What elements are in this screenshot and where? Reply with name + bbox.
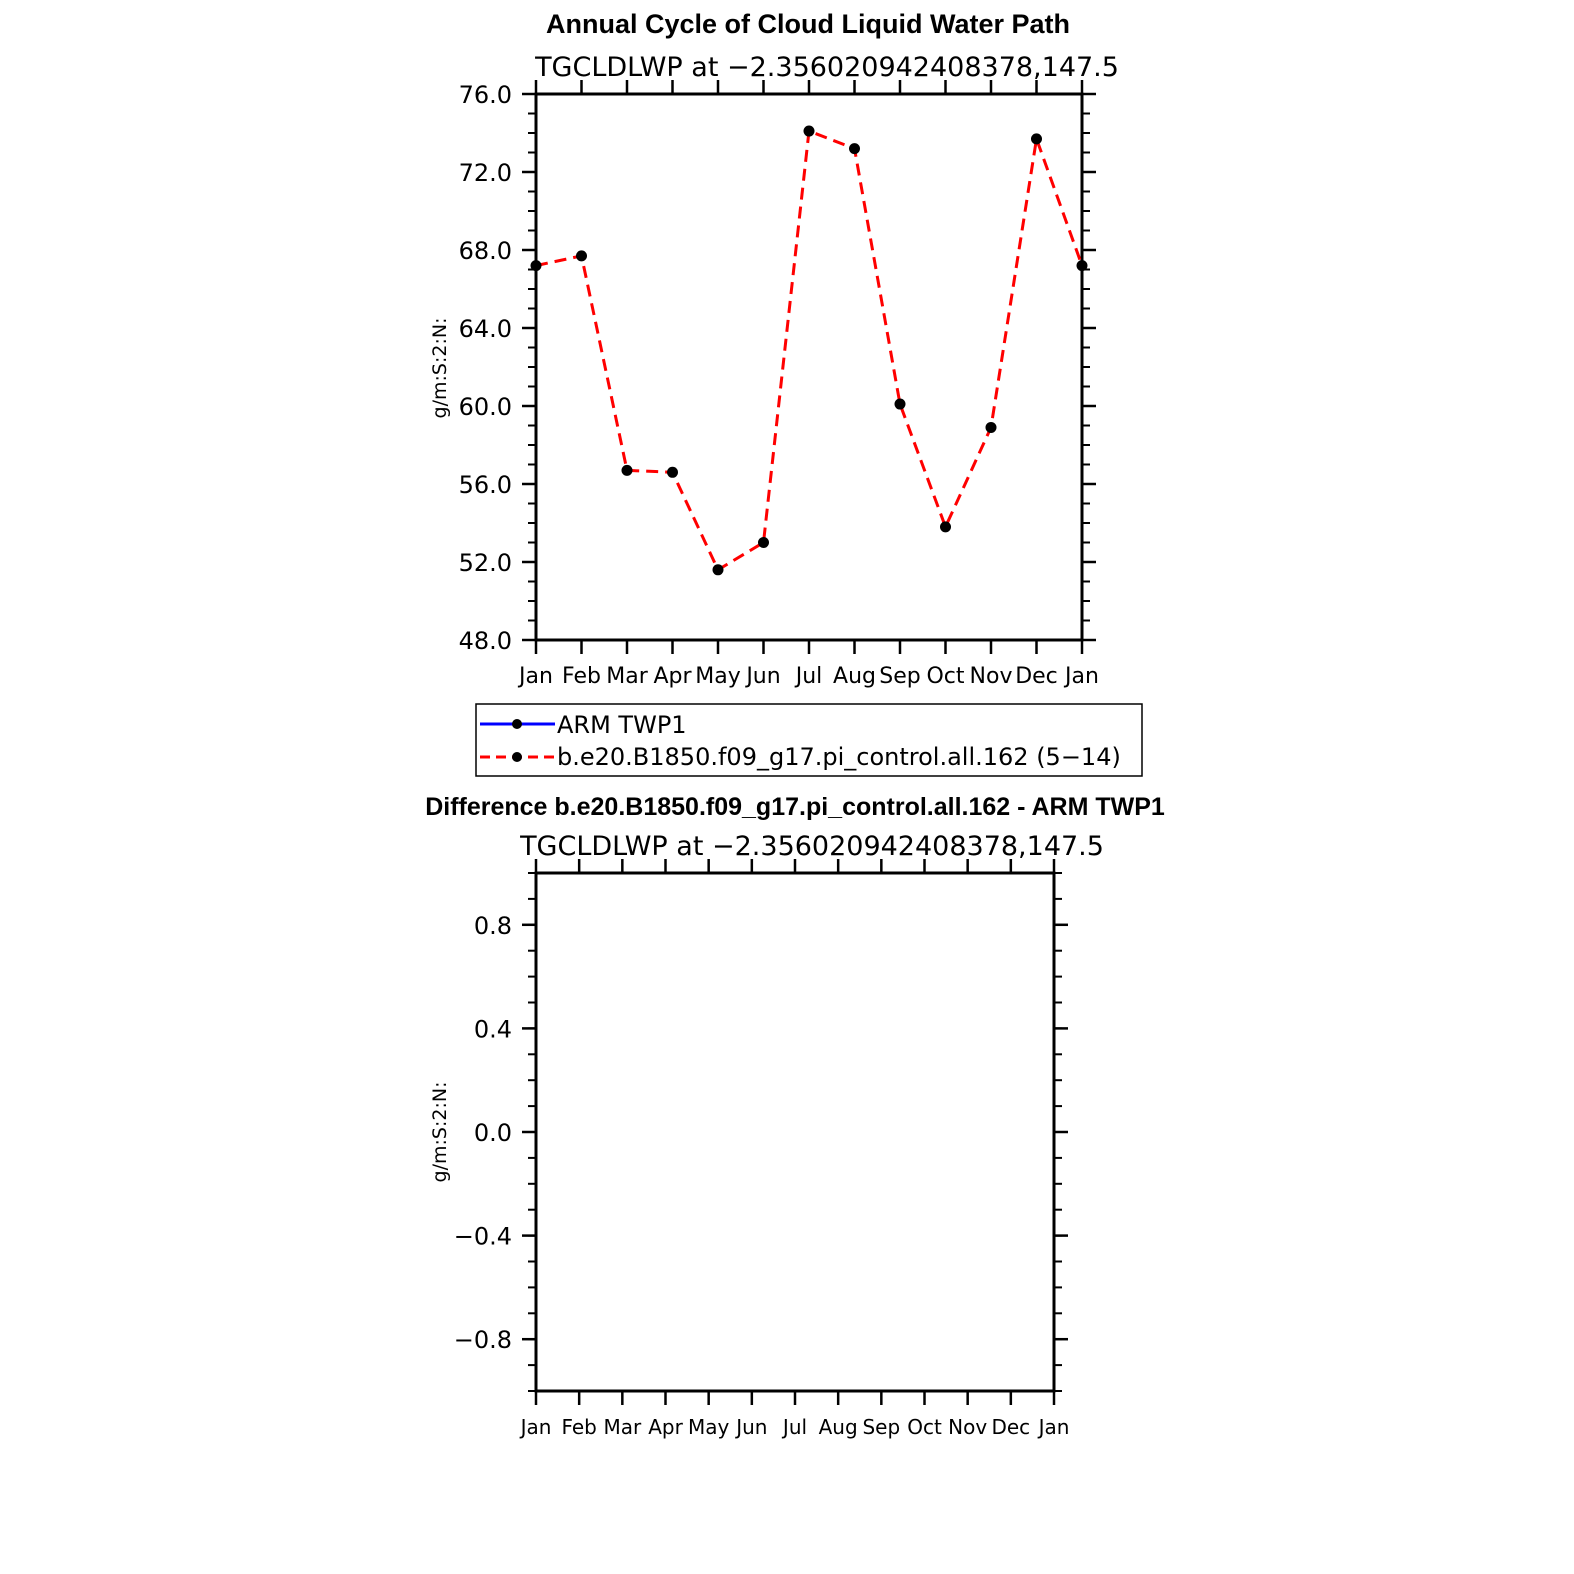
- x-tick-label: Feb: [562, 664, 601, 689]
- x-tick-label: Nov: [969, 664, 1013, 689]
- x-tick-label: Dec: [991, 1415, 1031, 1439]
- y-tick-label: 60.0: [458, 393, 512, 421]
- chart-2-title: Difference b.e20.B1850.f09_g17.pi_control.all.162 - ARM TWP1: [425, 793, 1165, 821]
- chart-1-plot-frame: [536, 94, 1082, 640]
- x-tick-label: Nov: [948, 1415, 988, 1439]
- data-point: [986, 422, 997, 433]
- x-tick-label: Jun: [736, 1415, 768, 1439]
- x-tick-label: Sep: [879, 664, 921, 689]
- legend-marker-model: [512, 752, 522, 762]
- chart-1-axes: [459, 80, 1099, 689]
- x-tick-label: Aug: [833, 664, 876, 689]
- y-tick-label: 52.0: [458, 549, 512, 577]
- data-point: [804, 126, 815, 137]
- chart-1-y-axis-label: g/m:S:2:N:: [429, 317, 451, 419]
- chart-2-subtitle: TGCLDLWP at −2.356020942408378,147.5: [520, 831, 1104, 862]
- chart-2-axes: [454, 859, 1070, 1439]
- y-tick-label: 72.0: [458, 159, 512, 187]
- y-tick-label: 0.8: [473, 911, 512, 940]
- y-tick-label: 68.0: [458, 237, 512, 265]
- chart-1-marks: [531, 126, 1088, 576]
- series-line-1: [536, 131, 1082, 570]
- data-point: [940, 521, 951, 532]
- y-tick-label: −0.4: [453, 1222, 512, 1251]
- x-tick-label: Mar: [606, 664, 648, 689]
- y-tick-label: 0.0: [473, 1119, 512, 1147]
- x-tick-label: Aug: [818, 1415, 858, 1439]
- y-tick-label: 64.0: [458, 315, 512, 343]
- data-point: [895, 399, 906, 410]
- x-tick-label: Jan: [1038, 1415, 1070, 1439]
- legend: [476, 704, 1142, 776]
- data-point: [758, 537, 769, 548]
- x-tick-label: May: [687, 1415, 730, 1439]
- y-tick-label: 76.0: [458, 81, 512, 109]
- data-point: [1077, 260, 1088, 271]
- x-tick-label: Jan: [520, 1415, 552, 1439]
- x-tick-label: Jan: [1065, 664, 1099, 689]
- x-tick-label: Sep: [862, 1415, 901, 1439]
- y-tick-label: 56.0: [458, 471, 512, 499]
- x-tick-label: Oct: [907, 1415, 942, 1439]
- x-tick-label: Jul: [795, 664, 823, 689]
- chart-1-subtitle: TGCLDLWP at −2.356020942408378,147.5: [535, 52, 1119, 83]
- x-tick-label: Jul: [782, 1415, 808, 1439]
- data-point: [849, 143, 860, 154]
- data-point: [667, 467, 678, 478]
- x-tick-label: Jan: [519, 664, 553, 689]
- y-tick-label: 48.0: [458, 627, 512, 655]
- x-tick-label: Apr: [648, 1415, 683, 1439]
- x-tick-label: Feb: [561, 1415, 597, 1439]
- legend-label-arm-twp1: ARM TWP1: [557, 711, 687, 739]
- data-point: [576, 250, 587, 261]
- x-tick-label: Mar: [603, 1415, 642, 1439]
- data-point: [622, 465, 633, 476]
- legend-label-model: b.e20.B1850.f09_g17.pi_control.all.162 (5−14): [557, 743, 1121, 771]
- chart-1-title: Annual Cycle of Cloud Liquid Water Path: [545, 9, 1071, 39]
- data-point: [1031, 133, 1042, 144]
- x-tick-label: Dec: [1015, 664, 1058, 689]
- x-tick-label: May: [695, 664, 741, 689]
- data-point: [713, 564, 724, 575]
- legend-marker-arm-twp1: [512, 719, 522, 729]
- x-tick-label: Apr: [653, 664, 692, 689]
- y-tick-label: 0.4: [473, 1015, 512, 1044]
- chart-2-y-axis-label: g/m:S:2:N:: [429, 1081, 451, 1183]
- chart-2-plot-frame: [536, 873, 1054, 1391]
- y-tick-label: −0.8: [453, 1326, 512, 1355]
- x-tick-label: Oct: [926, 664, 965, 689]
- x-tick-label: Jun: [746, 664, 781, 689]
- data-point: [531, 260, 542, 271]
